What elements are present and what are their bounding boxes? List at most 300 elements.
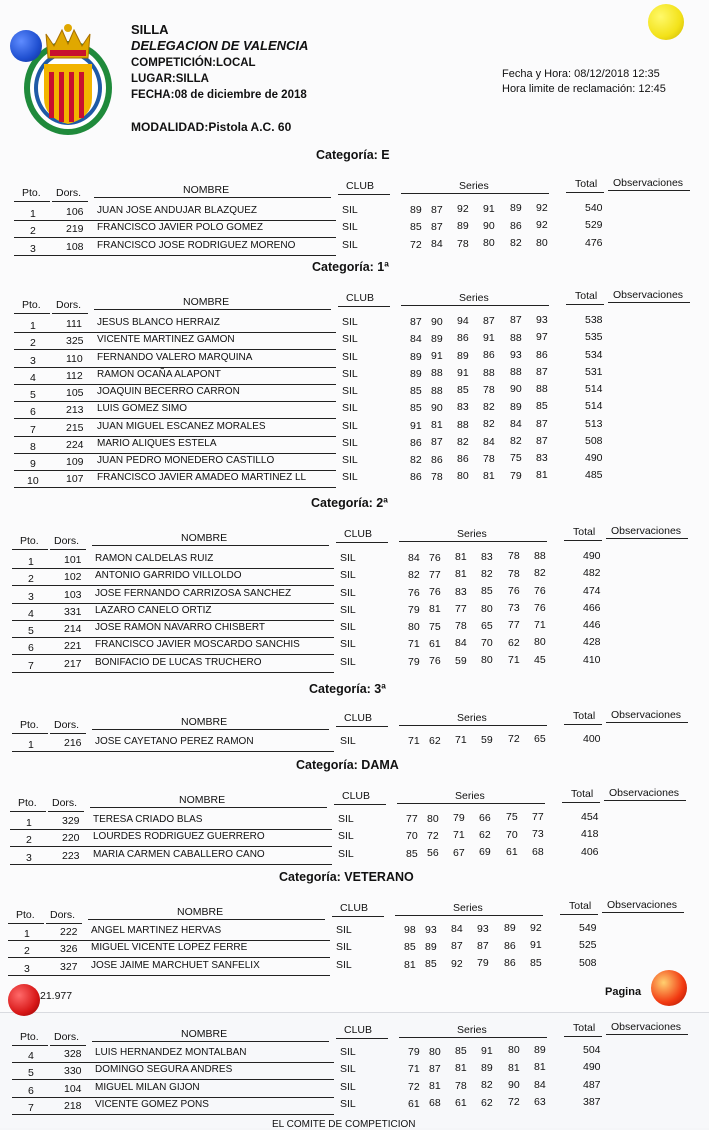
- row-series-score: 82: [408, 569, 420, 582]
- column-header-pos: Pto.: [18, 797, 37, 809]
- row-club: SIL: [340, 655, 356, 668]
- column-header-series: Series: [457, 528, 487, 540]
- column-header-series: Series: [457, 712, 487, 724]
- column-header-total: Total: [573, 526, 596, 538]
- header-underline: [12, 1045, 48, 1046]
- row-club: SIL: [336, 924, 352, 936]
- category-title: Categoría: 1ª: [312, 260, 389, 274]
- header-underline: [50, 549, 86, 550]
- row-series-score: 85: [425, 958, 437, 971]
- row-series-score: 71: [508, 653, 520, 666]
- row-series-score: 87: [410, 316, 422, 328]
- row-bib-number: 330: [64, 1065, 82, 1078]
- header-underline: [401, 305, 549, 306]
- row-series-score: 75: [510, 452, 522, 465]
- header-underline: [338, 306, 390, 307]
- row-club: SIL: [340, 586, 356, 599]
- row-series-score: 76: [429, 586, 441, 599]
- row-series-score: 85: [410, 385, 422, 397]
- row-series-score: 71: [453, 829, 465, 842]
- row-series-score: 84: [408, 552, 420, 564]
- row-series-score: 89: [410, 350, 422, 363]
- row-series-score: 90: [510, 383, 522, 396]
- header-underline: [12, 733, 48, 734]
- row-series-score: 86: [410, 471, 422, 484]
- row-series-score: 86: [431, 453, 443, 466]
- row-shooter-name: BONIFACIO DE LUCAS TRUCHERO: [95, 656, 262, 668]
- row-series-score: 80: [508, 1044, 520, 1057]
- row-series-score: 87: [536, 434, 548, 447]
- row-club: SIL: [342, 316, 358, 328]
- row-series-score: 71: [408, 735, 420, 747]
- row-club: SIL: [336, 941, 352, 954]
- row-shooter-name: JOSE CAYETANO PEREZ RAMON: [95, 736, 254, 747]
- row-position: 9: [30, 458, 36, 470]
- row-position: 3: [30, 354, 36, 367]
- row-total: 490: [583, 550, 601, 562]
- row-shooter-name: DOMINGO SEGURA ANDRES: [95, 1064, 233, 1076]
- column-header-total: Total: [575, 290, 598, 302]
- row-bib-number: 219: [66, 223, 84, 236]
- row-bib-number: 103: [64, 588, 82, 601]
- row-shooter-name: FRANCISCO JAVIER AMADEO MARTINEZ LL: [97, 472, 307, 484]
- row-bib-number: 105: [66, 387, 84, 399]
- row-series-score: 89: [504, 922, 516, 935]
- column-header-pos: Pto.: [22, 299, 41, 311]
- header-underline: [338, 194, 390, 195]
- header-underline: [401, 193, 549, 194]
- row-shooter-name: RAMON OCAÑA ALAPONT: [97, 368, 221, 380]
- row-position: 2: [26, 834, 32, 847]
- header-underline: [12, 549, 48, 550]
- row-total: 525: [579, 939, 597, 952]
- row-series-score: 91: [457, 366, 469, 379]
- row-position: 2: [28, 573, 34, 586]
- row-series-score: 75: [429, 620, 441, 633]
- row-series-score: 71: [408, 1063, 420, 1076]
- row-total: 540: [585, 202, 603, 214]
- row-series-score: 66: [479, 811, 491, 824]
- header-underline: [602, 912, 684, 913]
- row-series-score: 81: [534, 1061, 546, 1074]
- row-series-score: 84: [510, 417, 522, 430]
- row-series-score: 84: [431, 238, 443, 251]
- row-position: 5: [28, 1067, 34, 1080]
- row-shooter-name: FRANCISCO JAVIER MOSCARDO SANCHIS: [95, 639, 300, 651]
- row-series-score: 91: [483, 202, 495, 215]
- row-separator: [14, 349, 336, 350]
- header-underline: [336, 542, 388, 543]
- row-series-score: 77: [406, 813, 418, 825]
- row-separator: [10, 846, 332, 847]
- row-separator: [14, 332, 336, 333]
- row-series-score: 92: [457, 203, 469, 216]
- row-position: 1: [26, 817, 32, 829]
- column-header-total: Total: [573, 710, 596, 722]
- header-underline: [336, 1038, 388, 1039]
- row-position: 2: [24, 945, 30, 958]
- column-header-club: CLUB: [344, 528, 373, 540]
- row-series-score: 71: [534, 619, 546, 631]
- row-series-score: 70: [406, 830, 418, 843]
- header-underline: [332, 916, 384, 917]
- row-total: 514: [585, 400, 603, 413]
- row-club: SIL: [340, 1080, 356, 1093]
- row-series-score: 71: [408, 638, 420, 651]
- row-series-score: 72: [508, 1096, 520, 1109]
- row-separator: [14, 470, 336, 471]
- row-series-score: 80: [534, 636, 546, 649]
- row-club: SIL: [338, 830, 354, 843]
- row-club: SIL: [340, 569, 356, 582]
- row-series-score: 72: [410, 238, 422, 251]
- category-title: Categoría: DAMA: [296, 758, 399, 772]
- row-separator: [12, 672, 334, 673]
- row-bib-number: 106: [66, 206, 84, 218]
- row-series-score: 67: [453, 846, 465, 859]
- row-separator: [14, 401, 336, 402]
- header-underline: [397, 803, 545, 804]
- header-underline: [395, 915, 543, 916]
- delegation-name: DELEGACION DE VALENCIA: [131, 38, 309, 53]
- header-underline: [92, 1041, 329, 1042]
- row-separator: [8, 957, 330, 958]
- row-series-score: 92: [536, 202, 548, 214]
- row-series-score: 86: [483, 349, 495, 362]
- row-bib-number: 326: [60, 943, 78, 956]
- row-shooter-name: LOURDES RODRIGUEZ GUERRERO: [93, 831, 265, 843]
- row-club: SIL: [342, 204, 358, 216]
- row-total: 410: [583, 653, 601, 666]
- row-position: 7: [28, 659, 34, 672]
- row-series-score: 86: [504, 939, 516, 952]
- row-series-score: 82: [483, 401, 495, 414]
- row-bib-number: 221: [64, 640, 82, 653]
- competition-label: COMPETICIÓN:LOCAL: [131, 57, 256, 69]
- row-series-score: 81: [431, 419, 443, 432]
- row-total: 454: [581, 811, 599, 823]
- column-header-total: Total: [573, 1022, 596, 1034]
- row-total: 490: [583, 1061, 601, 1074]
- row-separator: [12, 1062, 334, 1063]
- row-shooter-name: ANGEL MARTINEZ HERVAS: [91, 925, 222, 936]
- date-label: FECHA:08 de diciembre de 2018: [131, 89, 307, 101]
- row-total: 406: [581, 845, 599, 858]
- row-bib-number: 213: [66, 404, 84, 417]
- row-separator: [14, 418, 336, 419]
- row-series-score: 76: [429, 655, 441, 668]
- row-series-score: 89: [510, 202, 522, 215]
- row-separator: [14, 367, 336, 368]
- row-total: 487: [583, 1078, 601, 1091]
- row-bib-number: 328: [64, 1048, 82, 1060]
- row-club: SIL: [340, 1097, 356, 1110]
- row-club: SIL: [342, 436, 358, 449]
- row-series-score: 59: [455, 654, 467, 667]
- row-series-score: 84: [451, 923, 463, 936]
- row-series-score: 70: [506, 828, 518, 841]
- row-shooter-name: MARIA CARMEN CABALLERO CANO: [93, 848, 265, 860]
- header-underline: [92, 545, 329, 546]
- row-series-score: 76: [429, 551, 441, 564]
- column-header-series: Series: [455, 790, 485, 802]
- row-series-score: 82: [481, 1079, 493, 1092]
- row-series-score: 87: [431, 203, 443, 216]
- row-position: 4: [28, 607, 34, 620]
- row-series-score: 56: [427, 847, 439, 860]
- row-separator: [12, 1079, 334, 1080]
- column-header-club: CLUB: [346, 180, 375, 192]
- row-series-score: 79: [510, 469, 522, 482]
- row-club: SIL: [340, 552, 356, 564]
- row-position: 3: [30, 242, 36, 255]
- yellow-pushpin-icon: [648, 4, 684, 40]
- row-separator: [12, 654, 334, 655]
- row-series-score: 86: [457, 332, 469, 345]
- datetime-label: Fecha y Hora: 08/12/2018 12:35: [502, 68, 660, 80]
- row-total: 428: [583, 636, 601, 649]
- row-series-score: 87: [483, 314, 495, 327]
- row-club: SIL: [340, 1046, 356, 1058]
- row-series-score: 98: [404, 924, 416, 936]
- row-series-score: 97: [536, 331, 548, 344]
- row-series-score: 73: [532, 828, 544, 841]
- row-total: 508: [579, 956, 597, 969]
- row-series-score: 91: [481, 1044, 493, 1057]
- row-shooter-name: ANTONIO GARRIDO VILLOLDO: [95, 570, 242, 582]
- row-series-score: 89: [410, 367, 422, 380]
- row-club: SIL: [342, 385, 358, 397]
- row-separator: [14, 487, 336, 488]
- row-bib-number: 111: [66, 318, 82, 330]
- row-series-score: 76: [508, 584, 520, 597]
- row-series-score: 82: [481, 568, 493, 581]
- header-underline: [90, 807, 327, 808]
- row-series-score: 78: [483, 452, 495, 465]
- row-series-score: 93: [536, 314, 548, 326]
- row-series-score: 65: [481, 619, 493, 632]
- row-bib-number: 325: [66, 335, 84, 348]
- row-club: SIL: [340, 621, 356, 633]
- row-separator: [12, 637, 334, 638]
- header-underline: [399, 541, 547, 542]
- row-separator: [10, 864, 332, 865]
- row-series-score: 88: [510, 366, 522, 379]
- row-total: 549: [579, 922, 597, 934]
- row-total: 531: [585, 365, 603, 378]
- row-series-score: 90: [508, 1078, 520, 1091]
- row-series-score: 90: [431, 315, 443, 328]
- row-total: 466: [583, 601, 601, 614]
- row-series-score: 89: [457, 220, 469, 233]
- row-series-score: 65: [534, 733, 546, 745]
- row-series-score: 84: [483, 435, 495, 448]
- header-underline: [564, 724, 602, 725]
- club-name: SILLA: [131, 22, 169, 37]
- row-series-score: 79: [408, 1046, 420, 1058]
- row-club: SIL: [342, 238, 358, 251]
- column-header-series: Series: [459, 292, 489, 304]
- row-series-score: 81: [455, 551, 467, 564]
- row-total: 538: [585, 314, 603, 326]
- category-title: Categoría: E: [316, 148, 390, 162]
- row-series-score: 82: [457, 435, 469, 448]
- row-position: 1: [24, 928, 30, 940]
- row-club: SIL: [342, 367, 358, 380]
- row-club: SIL: [340, 638, 356, 651]
- row-club: SIL: [342, 402, 358, 415]
- row-position: 2: [30, 337, 36, 350]
- row-series-score: 93: [477, 922, 489, 935]
- row-total: 534: [585, 348, 603, 361]
- column-header-name: NOMBRE: [183, 184, 230, 196]
- row-bib-number: 224: [66, 438, 84, 451]
- row-separator: [12, 1114, 334, 1115]
- column-header-dors: Dors.: [56, 187, 82, 199]
- row-position: 3: [24, 962, 30, 975]
- row-separator: [14, 453, 336, 454]
- row-series-score: 62: [481, 1096, 493, 1109]
- row-position: 2: [30, 225, 36, 238]
- header-underline: [88, 919, 325, 920]
- row-series-score: 78: [508, 550, 520, 563]
- row-total: 482: [583, 567, 601, 580]
- row-bib-number: 218: [64, 1099, 82, 1112]
- row-series-score: 87: [510, 314, 522, 327]
- row-series-score: 80: [457, 470, 469, 483]
- category-title: Categoría: 3ª: [309, 682, 386, 696]
- row-series-score: 90: [483, 220, 495, 233]
- row-series-score: 79: [477, 957, 489, 970]
- row-series-score: 86: [504, 956, 516, 969]
- row-total: 504: [583, 1044, 601, 1056]
- row-series-score: 89: [457, 349, 469, 362]
- header-underline: [606, 722, 688, 723]
- column-header-dors: Dors.: [54, 719, 80, 731]
- row-series-score: 92: [451, 957, 463, 970]
- header-underline: [560, 914, 598, 915]
- row-position: 6: [30, 406, 36, 419]
- row-bib-number: 216: [64, 737, 82, 749]
- row-series-score: 77: [532, 811, 544, 823]
- row-series-score: 88: [431, 384, 443, 397]
- row-series-score: 84: [455, 637, 467, 650]
- row-series-score: 81: [429, 603, 441, 616]
- red-pushpin-icon: [8, 984, 40, 1016]
- row-separator: [12, 568, 334, 569]
- column-header-observations: Observaciones: [611, 709, 682, 721]
- header-underline: [604, 800, 686, 801]
- row-position: 6: [28, 642, 34, 655]
- column-header-pos: Pto.: [20, 719, 39, 731]
- row-series-score: 91: [431, 350, 443, 363]
- row-separator: [8, 940, 330, 941]
- row-club: SIL: [342, 454, 358, 466]
- row-separator: [14, 255, 336, 256]
- header-underline: [564, 540, 602, 541]
- row-bib-number: 108: [66, 240, 84, 253]
- column-header-name: NOMBRE: [177, 906, 224, 918]
- row-position: 8: [30, 440, 36, 453]
- row-series-score: 45: [534, 653, 546, 666]
- row-series-score: 76: [534, 584, 546, 597]
- row-total: 387: [583, 1095, 601, 1108]
- row-bib-number: 217: [64, 657, 82, 670]
- row-series-score: 80: [408, 621, 420, 633]
- row-bib-number: 329: [62, 815, 80, 827]
- header-underline: [608, 302, 690, 303]
- header-underline: [566, 192, 604, 193]
- row-shooter-name: FRANCISCO JAVIER POLO GOMEZ: [97, 222, 263, 234]
- row-position: 7: [30, 423, 36, 436]
- row-series-score: 82: [410, 454, 422, 466]
- row-shooter-name: LAZARO CANELO ORTIZ: [95, 604, 212, 616]
- column-header-total: Total: [571, 788, 594, 800]
- row-separator: [14, 237, 336, 238]
- column-header-club: CLUB: [340, 902, 369, 914]
- blue-pushpin-icon: [10, 30, 42, 62]
- row-series-score: 84: [410, 333, 422, 346]
- header-underline: [46, 923, 82, 924]
- header-underline: [336, 726, 388, 727]
- row-total: 485: [585, 469, 603, 482]
- header-underline: [52, 313, 88, 314]
- column-header-club: CLUB: [346, 292, 375, 304]
- row-shooter-name: JUAN JOSE ANDUJAR BLAZQUEZ: [97, 205, 258, 216]
- header-underline: [399, 725, 547, 726]
- column-header-club: CLUB: [344, 1024, 373, 1036]
- row-shooter-name: VICENTE GOMEZ PONS: [95, 1098, 209, 1110]
- row-series-score: 69: [479, 846, 491, 859]
- row-series-score: 70: [481, 637, 493, 650]
- row-separator: [8, 975, 330, 976]
- row-series-score: 87: [429, 1062, 441, 1075]
- committee-label: EL COMITE DE COMPETICION: [272, 1119, 416, 1130]
- column-header-club: CLUB: [344, 712, 373, 724]
- row-club: SIL: [336, 958, 352, 971]
- row-position: 1: [28, 556, 34, 568]
- row-series-score: 61: [455, 1096, 467, 1109]
- column-header-pos: Pto.: [20, 1031, 39, 1043]
- row-series-score: 86: [457, 453, 469, 466]
- row-series-score: 85: [410, 221, 422, 234]
- row-series-score: 80: [536, 236, 548, 249]
- header-underline: [14, 201, 50, 202]
- row-position: 1: [28, 739, 34, 751]
- row-series-score: 72: [427, 829, 439, 842]
- place-label: LUGAR:SILLA: [131, 73, 209, 85]
- row-series-score: 80: [481, 602, 493, 615]
- row-series-score: 80: [483, 237, 495, 250]
- row-position: 1: [30, 320, 36, 332]
- row-position: 4: [28, 1050, 34, 1062]
- row-club: SIL: [338, 813, 354, 825]
- column-header-name: NOMBRE: [181, 716, 228, 728]
- row-total: 476: [585, 236, 603, 249]
- row-shooter-name: JOAQUIN BECERRO CARRON: [97, 386, 240, 397]
- column-header-name: NOMBRE: [181, 532, 228, 544]
- row-series-score: 85: [530, 956, 542, 969]
- row-series-score: 89: [510, 400, 522, 413]
- row-series-score: 73: [508, 602, 520, 615]
- row-bib-number: 214: [64, 623, 82, 635]
- row-separator: [12, 751, 334, 752]
- row-series-score: 85: [406, 847, 418, 860]
- row-bib-number: 104: [64, 1082, 82, 1095]
- orange-pushpin-icon: [651, 970, 687, 1006]
- row-shooter-name: JOSE RAMON NAVARRO CHISBERT: [95, 622, 266, 633]
- row-separator: [12, 620, 334, 621]
